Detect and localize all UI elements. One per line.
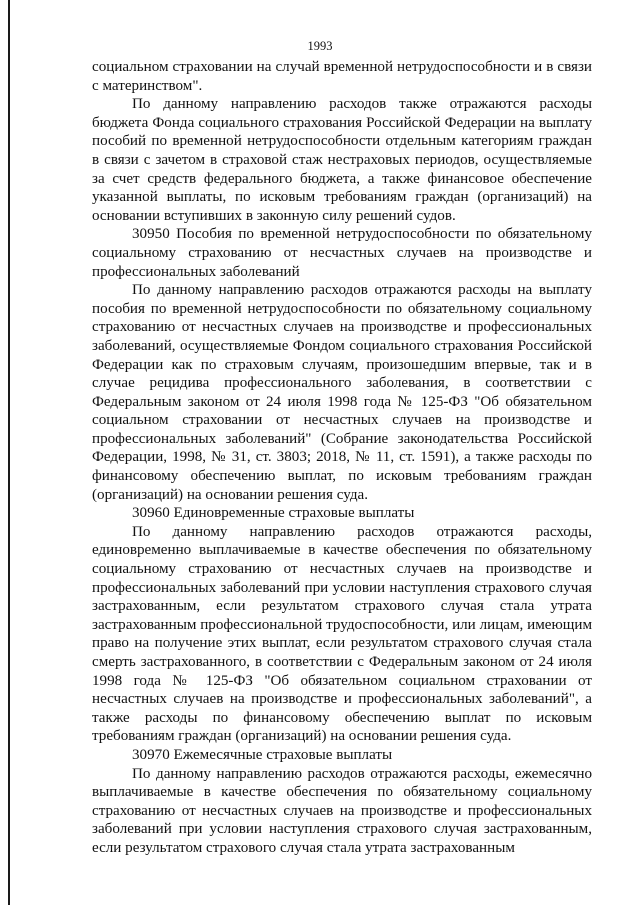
document-body	[92, 58, 592, 858]
section-heading-30970: 30970 Ежемесячные страховые выплаты	[132, 746, 393, 763]
scan-edge-line	[8, 0, 10, 905]
section-heading-30950: 30950 Пособия по временной нетрудоспособности по обязательному социальному страхованию от несчастных случаев на производстве и профессиональных заболеваний	[92, 226, 592, 280]
section-heading-30960: 30960 Единовременные страховые выплаты	[132, 505, 415, 522]
paragraph: По данному направлению расходов также отражаются расходы бюджета Фонда социального страхования Российской Федерации на выплату пособий по временной нетрудоспособности отдельным категориям граждан в связи с зачетом в страховой стаж нестраховых периодов, осуществляемые за счет средств федерального бюджета, а также финансовое обеспечение указанной выплаты, по исковым требованиям граждан (организаций) на основании вступивших в законную силу решений судов.	[92, 96, 592, 224]
paragraph: По данному направлению расходов отражаются расходы на выплату пособия по временной нетрудоспособности по обязательному социальному страхованию от несчастных случаев на производстве и профессиональных заболеваний, осуществляемые Фондом социального страхования Российской Федерации как по страховым случаям, произошедшим впервые, так и в случае рецидива профессионального заболевания, в соответствии с Федеральным законом от 24 июля 1998 года № 125-ФЗ "Об обязательном социальном страховании от несчастных случаев на производстве и профессиональных заболеваний" (Собрание законодательства Российской Федерации, 1998, № 31, ст. 3803; 2018, № 11, ст. 1591), а также расходы по финансовому обеспечению выплат, по исковым требованиям граждан (организаций) на основании решения суда.	[92, 282, 592, 503]
paragraph: По данному направлению расходов отражаются расходы, ежемесячно выплачиваемые в качестве обеспечения по обязательному социальному страхованию от несчастных случаев на производстве и профессиональных заболеваний при условии наступления страхового случая застрахованным, если результатом страхового случая стала утрата застрахованным	[92, 765, 592, 856]
paragraph: По данному направлению расходов отражаются расходы, единовременно выплачиваемые в качестве обеспечения по обязательному социальному страхованию от несчастных случаев на производстве и профессиональных заболеваний при условии наступления страхового случая застрахованным, если результатом страхового случая стала утрата застрахованным профессиональной трудоспособности, или лицам, имеющим право на получение этих выплат, если результатом страхового случая стала смерть застрахованного, в соответствии с Федеральным законом от 24 июля 1998 года № 125-ФЗ "Об обязательном социальном страховании от несчастных случаев на производстве и профессиональных заболеваний", а также расходы по финансовому обеспечению выплат по исковым требованиям граждан (организаций) на основании решения суда.	[92, 523, 592, 745]
page-number: 1993	[307, 39, 333, 53]
paragraph-continuation: социальном страховании на случай временной нетрудоспособности и в связи с материнством".	[92, 59, 592, 94]
